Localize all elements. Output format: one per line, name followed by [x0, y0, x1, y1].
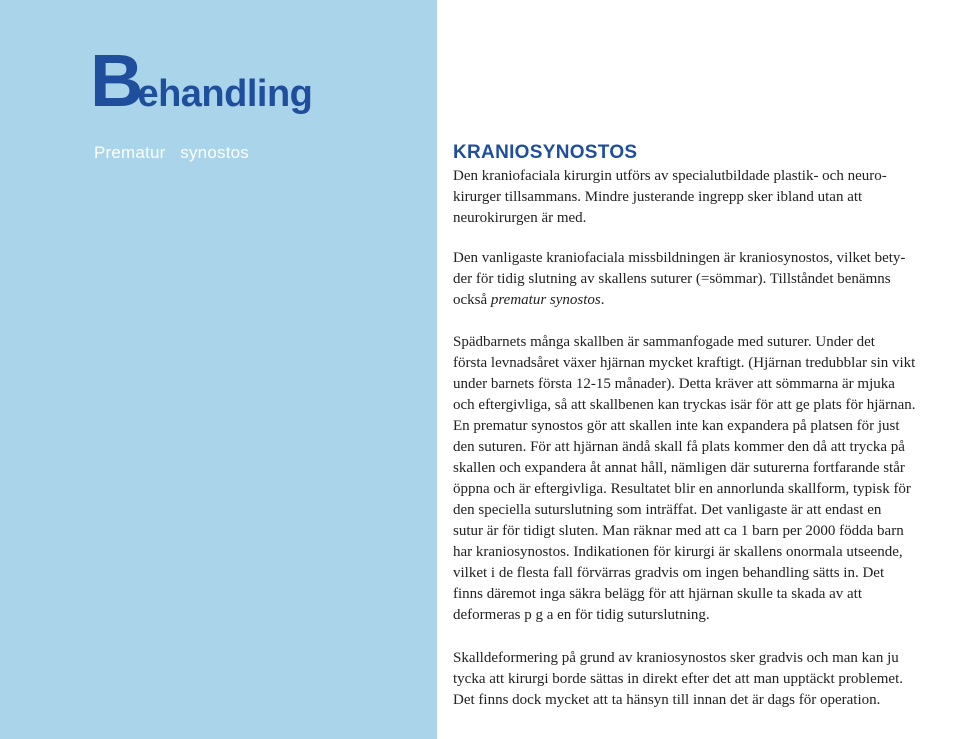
main-content — [453, 141, 955, 711]
text-line: Den vanligaste kraniofaciala missbildningen är kraniosynostos, vilket bety- — [453, 250, 906, 266]
section-heading: KRANIOSYNOSTOS — [453, 142, 638, 163]
text-fragment: också — [453, 292, 491, 308]
text-line: under barnets första 12-15 månader). Detta kräver att sömmarna är mjuka — [453, 376, 895, 392]
page-title — [90, 39, 313, 122]
text-line: den suturen. För att hjärnan ändå skall få plats kommer den då att trycka på — [453, 439, 905, 455]
text-line: der för tidig slutning av skallens suturer (=sömmar). Tillståndet benämns — [453, 271, 891, 287]
text-line: och eftergivliga, så att skallbenen kan tryckas isär för att ge plats för hjärnan. — [453, 397, 916, 413]
text-line: den speciella suturslutning som inträffat. Det vanligaste är att endast en — [453, 502, 882, 518]
text-line: En prematur synostos gör att skallen inte kan expandera på platsen för just — [453, 418, 900, 434]
text-line: Skalldeformering på grund av kraniosynostos sker gradvis och man kan ju — [453, 650, 899, 666]
text-line: deformeras p g a en för tidig suturslutning. — [453, 607, 710, 623]
paragraph-intro — [453, 166, 955, 229]
text-line: vilket i de flesta fall förvärras gradvis om ingen behandling sätts in. Det — [453, 565, 885, 581]
text-line: öppna och är eftergivliga. Resultatet blir en annorlunda skallform, typisk för — [453, 481, 911, 497]
paragraph-explanation — [453, 332, 955, 626]
italic-term: prematur synostos — [490, 292, 601, 308]
text-line: första levnadsåret växer hjärnan mycket kraftigt. (Hjärnan tredubblar sin vikt — [453, 355, 916, 371]
section-subtitle: Prematur synostos — [94, 143, 249, 162]
paragraph-conclusion — [453, 648, 955, 711]
text-line: kirurger tillsammans. Mindre justerande ingrepp sker ibland utan att — [453, 189, 863, 205]
text-line: Det finns dock mycket att ta hänsyn till innan det är dags för operation. — [453, 692, 881, 708]
paragraph-definition — [453, 248, 955, 311]
text-line: sutur är för tidigt sluten. Man räknar med att ca 1 barn per 2000 födda barn — [453, 523, 904, 539]
text-line: tycka att kirurgi borde sättas in direkt efter det att man upptäckt problemet. — [453, 671, 903, 687]
text-line: Spädbarnets många skallben är sammanfogade med suturer. Under det — [453, 334, 875, 350]
text-line — [453, 290, 955, 311]
text-line: neurokirurgen är med. — [453, 210, 587, 226]
title-initial: B — [90, 39, 138, 122]
text-line: skallen och expandera åt annat håll, nämligen där suturerna fortfarande står — [453, 460, 905, 476]
text-line: finns däremot inga säkra belägg för att hjärnan skulle ta skada av att — [453, 586, 863, 602]
text-fragment: . — [600, 292, 605, 308]
text-line: har kraniosynostos. Indikationen för kirurgi är skallens onormala utseende, — [453, 544, 903, 560]
sidebar-panel — [0, 0, 437, 739]
text-line: Den kraniofaciala kirurgin utförs av specialutbildade plastik- och neuro- — [453, 168, 887, 184]
title-rest: ehandling — [137, 73, 313, 115]
